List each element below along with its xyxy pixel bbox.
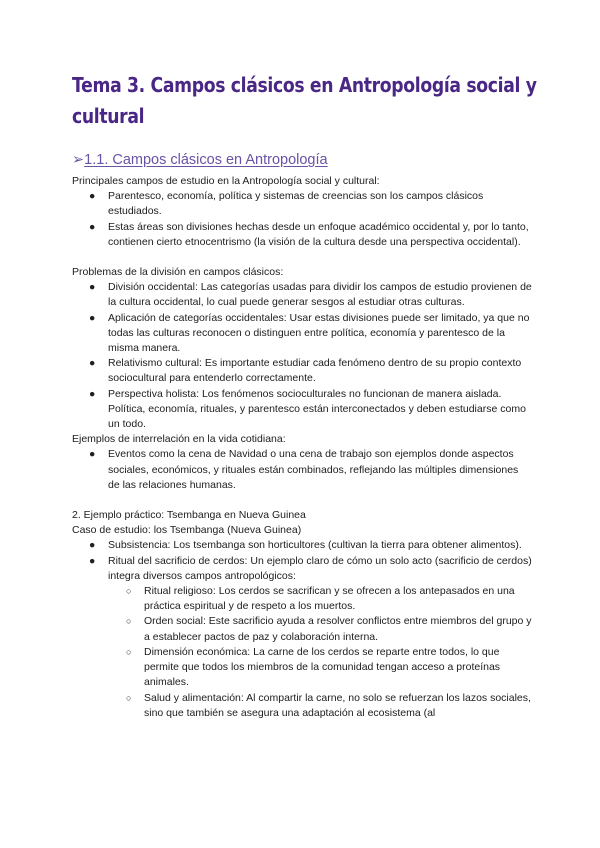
- list-item: [72, 447, 532, 493]
- sublist-item: [108, 584, 532, 614]
- sublist-item-text: Ritual religioso: Los cerdos se sacrifican y se ofrecen a los antepasados en una práctica espiritual y de respeto a los muertos.: [144, 585, 515, 613]
- sublist-item-text: Orden social: Este sacrificio ayuda a resolver conflictos entre miembros del grupo y a establecer pactos de paz y colaboración interna.: [144, 615, 532, 643]
- list-item: [72, 220, 532, 250]
- paragraph-spacer: [72, 250, 532, 265]
- list-item-text: Subsistencia: Los tsembanga son horticultores (cultivan la tierra para obtener alimentos).: [108, 539, 522, 552]
- problems-lead: Problemas de la división en campos clásicos:: [72, 266, 284, 279]
- list-item-text: Relativismo cultural: Es importante estudiar cada fenómeno dentro de su propio contexto sociocultural para entenderlo correctamente.: [108, 357, 522, 385]
- document-body: [72, 174, 532, 721]
- bullet-icon: ●: [89, 311, 96, 324]
- sublist-item: [108, 645, 532, 691]
- section-heading-text: 1.1. Campos clásicos en Antropología: [84, 152, 328, 168]
- hollow-bullet-icon: ○: [126, 646, 132, 657]
- arrow-bullet-icon: ➢: [72, 152, 85, 168]
- bullet-icon: ●: [89, 220, 96, 233]
- list-item: [72, 538, 532, 553]
- bullet-icon: ●: [89, 281, 96, 294]
- list-item: [72, 311, 532, 357]
- list-item-text: Eventos como la cena de Navidad o una cena de trabajo son ejemplos donde aspectos sociales, económicos, y rituales están combinados, reflejando las múltiples dimensiones de las relaciones humanas.: [108, 448, 519, 491]
- hollow-bullet-icon: ○: [126, 616, 132, 627]
- list-item-text: Aplicación de categorías occidentales: Usar estas divisiones puede ser limitado, ya que no todas las culturas reconocen o distinguen entre política, economía y parentesco de la misma manera.: [108, 311, 530, 355]
- sublist-item-text: Dimensión económica: La carne de los cerdos se reparte entre todos, lo que permite que todos los miembros de la comunidad tengan acceso a proteínas animales.: [144, 645, 501, 689]
- list-item: [72, 554, 532, 721]
- list-item: [72, 356, 532, 386]
- bullet-icon: ●: [89, 387, 96, 400]
- examples-lead: Ejemplos de interrelación en la vida cotidiana:: [72, 433, 286, 446]
- intro-lead: Principales campos de estudio en la Antropología social y cultural:: [72, 175, 380, 187]
- examples-list: [72, 447, 532, 493]
- case-sublist: [108, 584, 532, 721]
- list-item: [72, 189, 532, 219]
- intro-list: [72, 189, 532, 250]
- hollow-bullet-icon: ○: [126, 586, 132, 597]
- sublist-item: [108, 614, 532, 644]
- list-item: [72, 387, 532, 433]
- list-item-text: Estas áreas son divisiones hechas desde un enfoque académico occidental y, por lo tanto, contienen cierto etnocentrismo (la visión de la cultura desde una perspectiva occidental).: [108, 220, 529, 248]
- list-item-text: Ritual del sacrificio de cerdos: Un ejemplo claro de cómo un solo acto (sacrificio de cerdos) integra diversos campos antropológicos:: [108, 554, 532, 582]
- bullet-icon: ●: [89, 539, 96, 552]
- bullet-icon: ●: [89, 554, 96, 567]
- page-title: Tema 3. Campos clásicos en Antropología social y cultural: [72, 73, 537, 128]
- list-item-text: Perspectiva holista: Los fenómenos socioculturales no funcionan de manera aislada. Política, economía, rituales, y parentesco están interconectados y deben estudiarse como un todo.: [108, 387, 526, 431]
- case-lead: Caso de estudio: los Tsembanga (Nueva Guinea): [72, 524, 302, 537]
- hollow-bullet-icon: ○: [126, 692, 132, 703]
- list-item-text: Parentesco, economía, política y sistemas de creencias son los campos clásicos estudiados.: [108, 190, 484, 218]
- case-heading: 2. Ejemplo práctico: Tsembanga en Nueva Guinea: [72, 509, 306, 522]
- list-item-text: División occidental: Las categorías usadas para dividir los campos de estudio provienen de la cultura occidental, lo cual puede generar sesgos al estudiar otras culturas.: [108, 281, 532, 309]
- paragraph-spacer: [72, 493, 532, 508]
- sublist-item-text: Salud y alimentación: Al compartir la carne, no solo se refuerzan los lazos sociales, sino que también se asegura una adaptación al ecosistema (al: [144, 691, 531, 719]
- sublist-item: [108, 691, 532, 721]
- section-heading: [72, 150, 328, 170]
- bullet-icon: ●: [89, 357, 96, 370]
- problems-list: [72, 280, 532, 432]
- case-list: [72, 538, 532, 720]
- bullet-icon: ●: [89, 448, 96, 461]
- list-item: [72, 280, 532, 310]
- bullet-icon: ●: [89, 190, 96, 203]
